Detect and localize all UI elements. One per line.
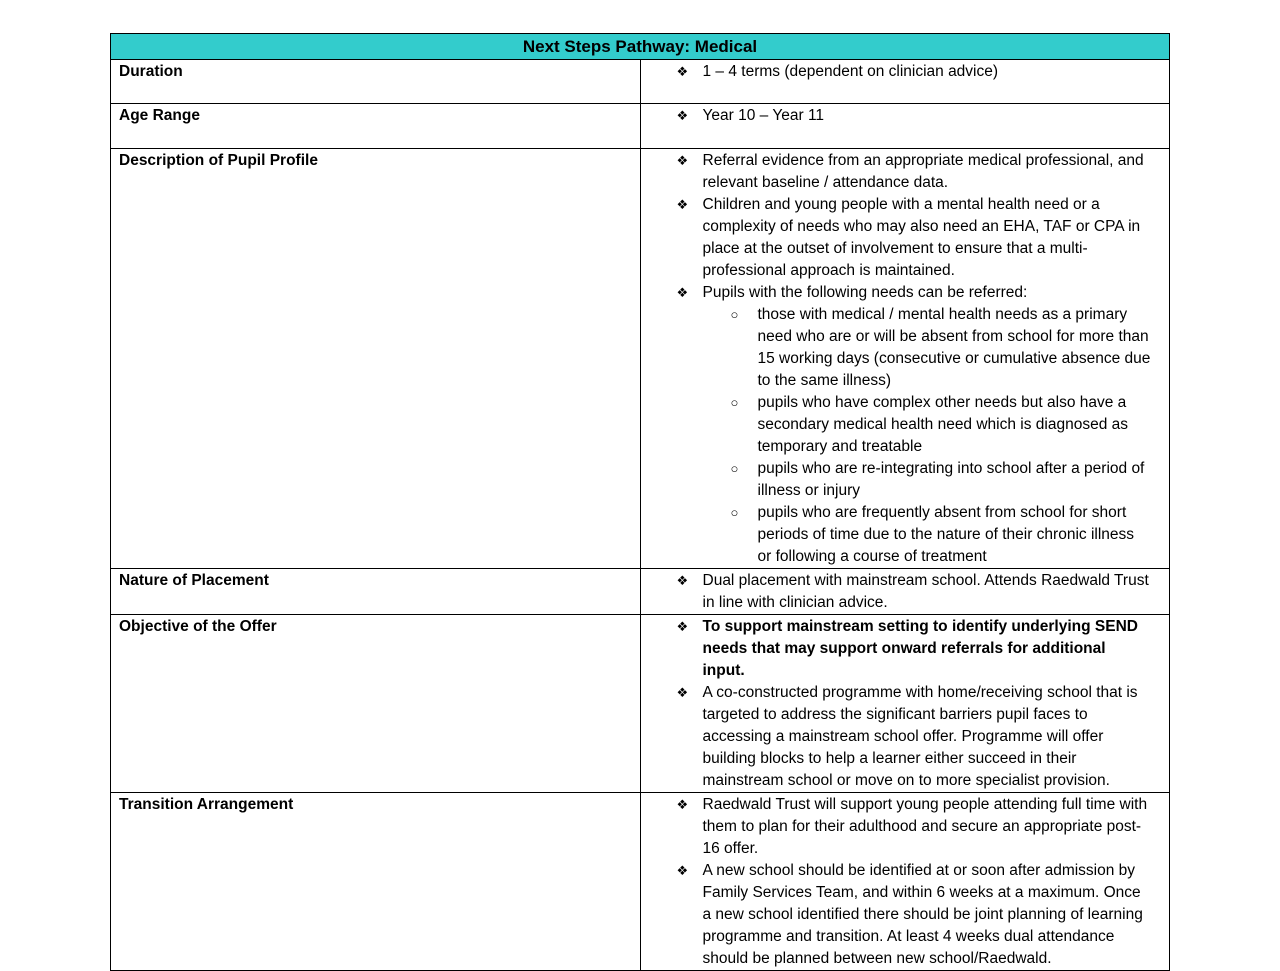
table-row-age-range bbox=[111, 104, 1170, 149]
bullet-list bbox=[677, 61, 1152, 83]
list-item: ❖ Raedwald Trust will support young people attending full time with them to plan for their adulthood and secure an appropriate post-16 offer. bbox=[676, 796, 1148, 857]
row-label: Description of Pupil Profile bbox=[111, 149, 641, 569]
row-label: Duration bbox=[111, 60, 641, 104]
sub-list-item: ○ pupils who are re-integrating into school after a period of illness or injury bbox=[730, 460, 1145, 499]
table-row-transition bbox=[111, 793, 1170, 971]
diamond-bullet-icon: ❖ bbox=[676, 108, 689, 123]
diamond-bullet-icon: ❖ bbox=[676, 863, 689, 878]
list-item: ❖ Children and young people with a mental health need or a complexity of needs who may also need an EHA, TAF or CPA in place at the outset of involvement to ensure that a multi-professional approach is maintained. bbox=[676, 196, 1141, 279]
row-label: Nature of Placement bbox=[111, 569, 641, 615]
circle-bullet-icon: ○ bbox=[730, 395, 739, 410]
row-content bbox=[640, 149, 1170, 569]
table-row-duration bbox=[111, 60, 1170, 104]
sub-list-item: ○ pupils who are frequently absent from school for short periods of time due to the nature of their chronic illness or following a course of treatment bbox=[730, 504, 1135, 565]
diamond-bullet-icon: ❖ bbox=[676, 197, 689, 212]
diamond-bullet-icon: ❖ bbox=[676, 797, 689, 812]
diamond-bullet-icon: ❖ bbox=[676, 153, 689, 168]
bullet-list bbox=[677, 150, 1152, 568]
list-item: ❖ 1 – 4 terms (dependent on clinician advice) bbox=[677, 61, 1152, 83]
list-item: ❖ To support mainstream setting to identify underlying SEND needs that may support onward referrals for additional input. bbox=[676, 618, 1138, 679]
list-item: ❖ Dual placement with mainstream school. Attends Raedwald Trust in line with clinician advice. bbox=[676, 572, 1149, 611]
row-content bbox=[640, 569, 1170, 615]
diamond-bullet-icon: ❖ bbox=[676, 685, 689, 700]
row-label: Objective of the Offer bbox=[111, 615, 641, 793]
sub-list-item: ○ those with medical / mental health needs as a primary need who are or will be absent from school for more than 15 working days (consecutive or cumulative absence due to the same illness) bbox=[730, 306, 1151, 389]
bullet-list bbox=[677, 570, 1152, 614]
table-row-objective bbox=[111, 615, 1170, 793]
bullet-list bbox=[677, 105, 1152, 127]
list-item: ❖ Year 10 – Year 11 bbox=[677, 105, 1152, 127]
list-item: ❖ A co-constructed programme with home/receiving school that is targeted to address the significant barriers pupil faces to accessing a mainstream school offer. Programme will offer building blocks to help a learner either succeed in their mainstream school or move on to more specialist provision. bbox=[676, 684, 1138, 789]
diamond-bullet-icon: ❖ bbox=[676, 64, 689, 79]
row-content bbox=[640, 615, 1170, 793]
table-title: Next Steps Pathway: Medical bbox=[111, 34, 1170, 60]
table-row-nature-of-placement bbox=[111, 569, 1170, 615]
diamond-bullet-icon: ❖ bbox=[676, 619, 689, 634]
list-item: ❖ A new school should be identified at or soon after admission by Family Services Team, and within 6 weeks at a maximum. Once a new school identified there should be joint planning of learning programme and transition. At least 4 weeks dual attendance should be planned between new school/Raedwald. bbox=[676, 862, 1143, 967]
sub-bullet-list bbox=[703, 304, 1152, 568]
pathway-table bbox=[110, 33, 1170, 971]
list-item: ❖ Referral evidence from an appropriate medical professional, and relevant baseline / attendance data. bbox=[676, 152, 1144, 191]
title-row bbox=[111, 34, 1170, 60]
row-content bbox=[640, 793, 1170, 971]
row-label: Age Range bbox=[111, 104, 641, 149]
list-item: ❖ Pupils with the following needs can be referred: ○ those with medical / mental health needs as a primary need who are or will be absent from school for more than 15 working days (consecutive or cumulative absence due to the same illness) ○ pupils who have complex other needs but also have a secondary medical health need which is diagnosed as temporary and treatable ○ pupils who are re-integrating into school after a period of illness or injury ○ pupils who are frequently absent from school for short periods of time due to the nature of their chronic illness or following a course of treatment bbox=[677, 282, 1152, 568]
diamond-bullet-icon: ❖ bbox=[676, 573, 689, 588]
circle-bullet-icon: ○ bbox=[730, 307, 739, 322]
row-content bbox=[640, 60, 1170, 104]
circle-bullet-icon: ○ bbox=[730, 461, 739, 476]
diamond-bullet-icon: ❖ bbox=[676, 285, 689, 300]
circle-bullet-icon: ○ bbox=[730, 505, 739, 520]
sub-list-item: ○ pupils who have complex other needs but also have a secondary medical health need which is diagnosed as temporary and treatable bbox=[730, 394, 1129, 455]
table-row-pupil-profile bbox=[111, 149, 1170, 569]
row-label: Transition Arrangement bbox=[111, 793, 641, 971]
bullet-list bbox=[677, 794, 1152, 970]
row-content bbox=[640, 104, 1170, 149]
bullet-list bbox=[677, 616, 1152, 792]
